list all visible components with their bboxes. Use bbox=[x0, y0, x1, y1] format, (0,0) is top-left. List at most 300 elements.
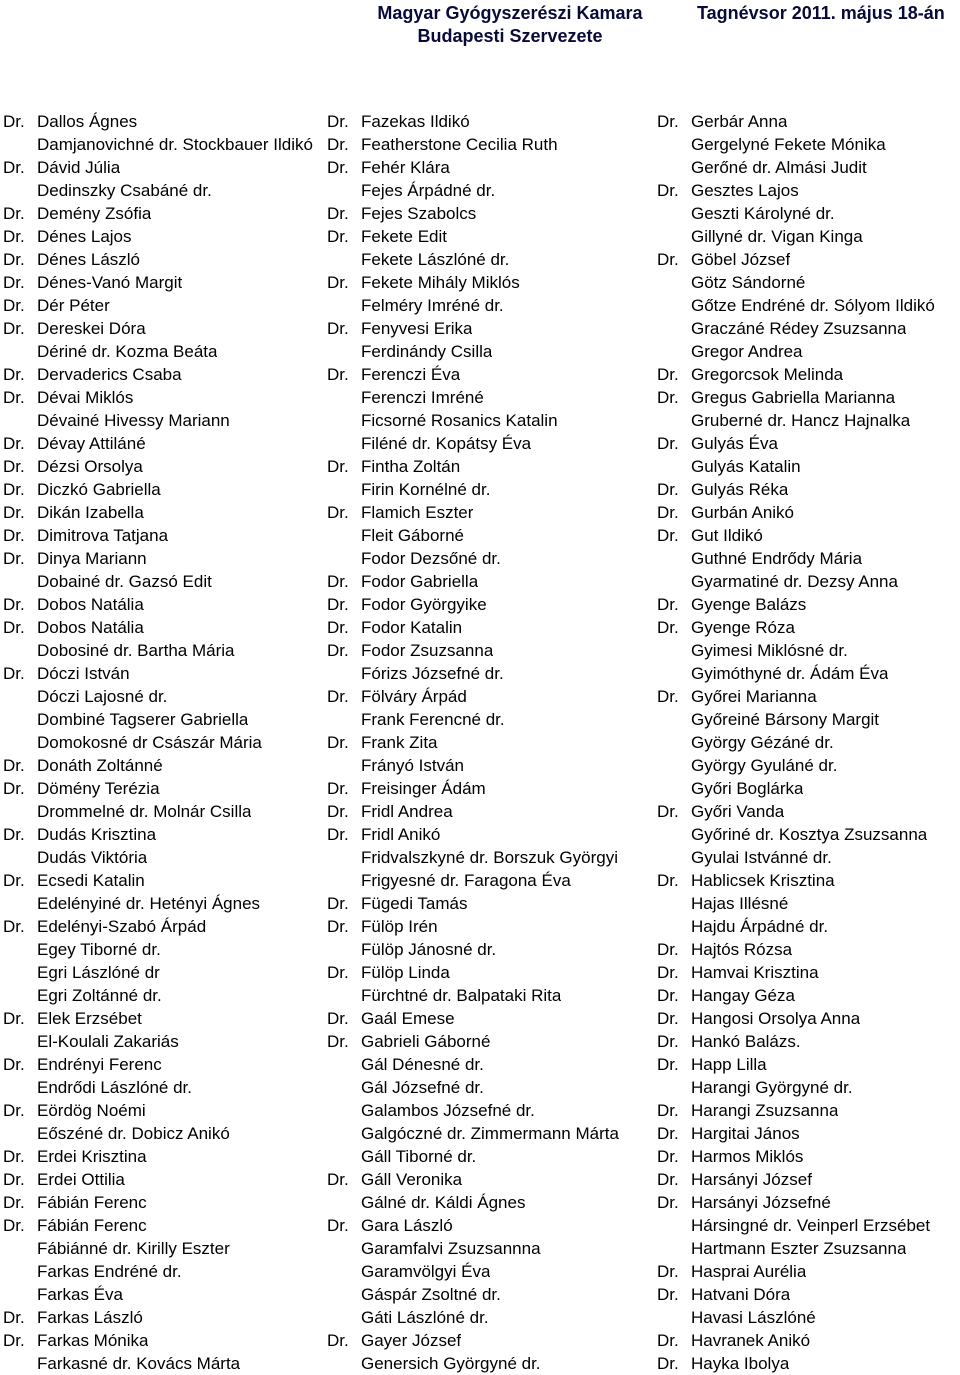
member-title-prefix: Dr. bbox=[3, 1101, 25, 1120]
member-name: Harmos Miklós bbox=[691, 1147, 804, 1166]
member-name: Fürchtné dr. Balpataki Rita bbox=[361, 986, 562, 1005]
member-row bbox=[327, 1076, 651, 1099]
member-name: Hajdu Árpádné dr. bbox=[691, 917, 829, 936]
member-name: Dénes László bbox=[37, 250, 141, 269]
member-row bbox=[3, 593, 321, 616]
member-row bbox=[657, 1099, 960, 1122]
member-title-prefix bbox=[3, 1030, 37, 1053]
member-title-prefix: Dr. bbox=[657, 112, 679, 131]
member-title-prefix bbox=[327, 1122, 361, 1145]
member-title-prefix bbox=[3, 409, 37, 432]
member-name: Fülöp Linda bbox=[361, 963, 450, 982]
member-title-prefix bbox=[657, 202, 691, 225]
member-title-prefix: Dr. bbox=[657, 802, 679, 821]
member-row bbox=[3, 133, 321, 156]
member-name: Endrényi Ferenc bbox=[37, 1055, 162, 1074]
member-title-prefix: Dr. bbox=[3, 319, 25, 338]
member-name: Farkas Éva bbox=[37, 1285, 123, 1304]
member-row bbox=[3, 777, 321, 800]
member-name: Dér Péter bbox=[37, 296, 110, 315]
member-name: Firin Kornélné dr. bbox=[361, 480, 491, 499]
member-name: Göbel József bbox=[691, 250, 791, 269]
member-title-prefix: Dr. bbox=[327, 457, 349, 476]
member-title-prefix: Dr. bbox=[327, 1170, 349, 1189]
member-row bbox=[3, 1214, 321, 1237]
member-title-prefix: Dr. bbox=[3, 480, 25, 499]
member-title-prefix: Dr. bbox=[3, 273, 25, 292]
member-row bbox=[327, 1214, 651, 1237]
member-name: Gabrieli Gáborné bbox=[361, 1032, 491, 1051]
member-row bbox=[657, 1007, 960, 1030]
member-row bbox=[3, 110, 321, 133]
member-title-prefix bbox=[657, 708, 691, 731]
member-row bbox=[657, 248, 960, 271]
member-title-prefix: Dr. bbox=[3, 595, 25, 614]
member-title-prefix bbox=[3, 685, 37, 708]
member-title-prefix: Dr. bbox=[3, 1216, 25, 1235]
member-row bbox=[3, 1191, 321, 1214]
member-row bbox=[657, 340, 960, 363]
member-name: Gerőné dr. Almási Judit bbox=[691, 158, 867, 177]
member-row bbox=[3, 1306, 321, 1329]
member-row bbox=[3, 1352, 321, 1375]
member-title-prefix bbox=[3, 179, 37, 202]
member-row bbox=[327, 1030, 651, 1053]
member-name: Gruberné dr. Hancz Hajnalka bbox=[691, 411, 911, 430]
member-title-prefix: Dr. bbox=[3, 756, 25, 775]
member-row bbox=[327, 1122, 651, 1145]
member-row bbox=[3, 1260, 321, 1283]
member-name: Ferdinándy Csilla bbox=[361, 342, 493, 361]
member-title-prefix: Dr. bbox=[327, 641, 349, 660]
member-row bbox=[3, 1076, 321, 1099]
member-row bbox=[3, 317, 321, 340]
member-row bbox=[3, 892, 321, 915]
member-row bbox=[327, 708, 651, 731]
member-name: Gyimóthyné dr. Ádám Éva bbox=[691, 664, 889, 683]
member-title-prefix: Dr. bbox=[657, 526, 679, 545]
member-row bbox=[657, 846, 960, 869]
member-name: Gulyás Éva bbox=[691, 434, 778, 453]
member-name: Gyenge Róza bbox=[691, 618, 795, 637]
member-title-prefix bbox=[3, 731, 37, 754]
member-title-prefix: Dr. bbox=[3, 1170, 25, 1189]
member-row bbox=[657, 455, 960, 478]
member-name: Garamvölgyi Éva bbox=[361, 1262, 491, 1281]
member-row bbox=[657, 432, 960, 455]
member-title-prefix: Dr. bbox=[3, 917, 25, 936]
member-row bbox=[3, 616, 321, 639]
member-title-prefix bbox=[657, 294, 691, 317]
member-title-prefix bbox=[657, 225, 691, 248]
member-name: Fügedi Tamás bbox=[361, 894, 468, 913]
member-title-prefix: Dr. bbox=[657, 871, 679, 890]
member-title-prefix: Dr. bbox=[3, 457, 25, 476]
member-name: Fintha Zoltán bbox=[361, 457, 461, 476]
member-row bbox=[657, 892, 960, 915]
member-name: Gál Dénesné dr. bbox=[361, 1055, 484, 1074]
member-name: Harsányi József bbox=[691, 1170, 812, 1189]
member-name: Frigyesné dr. Faragona Éva bbox=[361, 871, 571, 890]
member-title-prefix bbox=[3, 1260, 37, 1283]
member-title-prefix: Dr. bbox=[3, 250, 25, 269]
member-row bbox=[657, 1260, 960, 1283]
member-name: Fekete Mihály Miklós bbox=[361, 273, 520, 292]
member-name: Dedinszky Csabáné dr. bbox=[37, 181, 212, 200]
member-title-prefix bbox=[657, 892, 691, 915]
member-row bbox=[327, 363, 651, 386]
member-row bbox=[327, 823, 651, 846]
member-row bbox=[657, 1352, 960, 1375]
member-title-prefix: Dr. bbox=[327, 779, 349, 798]
member-title-prefix: Dr. bbox=[327, 917, 349, 936]
member-row bbox=[657, 570, 960, 593]
member-row bbox=[657, 1329, 960, 1352]
member-name: Gáll Veronika bbox=[361, 1170, 463, 1189]
member-name: Gőtze Endréné dr. Sólyom Ildikó bbox=[691, 296, 935, 315]
member-name: Gergelyné Fekete Mónika bbox=[691, 135, 886, 154]
member-name: Gáll Tiborné dr. bbox=[361, 1147, 477, 1166]
member-row bbox=[3, 1145, 321, 1168]
member-row bbox=[3, 156, 321, 179]
member-name: Dudás Krisztina bbox=[37, 825, 157, 844]
member-row bbox=[3, 708, 321, 731]
member-name: Dávid Júlia bbox=[37, 158, 121, 177]
member-name: Elek Erzsébet bbox=[37, 1009, 142, 1028]
member-name: Ficsorné Rosanics Katalin bbox=[361, 411, 558, 430]
member-title-prefix: Dr. bbox=[3, 204, 25, 223]
member-row bbox=[3, 639, 321, 662]
member-column-1 bbox=[3, 110, 321, 1375]
member-title-prefix: Dr. bbox=[327, 227, 349, 246]
member-row bbox=[657, 662, 960, 685]
member-name: Drommelné dr. Molnár Csilla bbox=[37, 802, 252, 821]
member-row bbox=[657, 984, 960, 1007]
member-title-prefix: Dr. bbox=[657, 1124, 679, 1143]
member-row bbox=[657, 708, 960, 731]
member-title-prefix bbox=[657, 662, 691, 685]
member-row bbox=[3, 961, 321, 984]
member-title-prefix: Dr. bbox=[327, 112, 349, 131]
member-name: Hankó Balázs. bbox=[691, 1032, 801, 1051]
member-row bbox=[3, 938, 321, 961]
member-title-prefix bbox=[327, 524, 361, 547]
member-name: Gálné dr. Káldi Ágnes bbox=[361, 1193, 526, 1212]
member-row bbox=[327, 1099, 651, 1122]
member-name: Hartmann Eszter Zsuzsanna bbox=[691, 1239, 907, 1258]
member-row bbox=[657, 1191, 960, 1214]
member-title-prefix: Dr. bbox=[3, 1308, 25, 1327]
member-name: Fejes Szabolcs bbox=[361, 204, 477, 223]
member-row bbox=[327, 1260, 651, 1283]
member-name: Ferenczi Éva bbox=[361, 365, 461, 384]
member-row bbox=[657, 823, 960, 846]
member-name: Fülöp Irén bbox=[361, 917, 438, 936]
member-title-prefix bbox=[3, 1237, 37, 1260]
member-row bbox=[657, 938, 960, 961]
member-title-prefix: Dr. bbox=[327, 273, 349, 292]
member-row bbox=[327, 869, 651, 892]
member-name: Farkas László bbox=[37, 1308, 143, 1327]
member-name: Hamvai Krisztina bbox=[691, 963, 819, 982]
member-title-prefix: Dr. bbox=[657, 963, 679, 982]
member-row bbox=[3, 524, 321, 547]
member-row bbox=[657, 202, 960, 225]
member-row bbox=[327, 1191, 651, 1214]
member-name: Győri Boglárka bbox=[691, 779, 804, 798]
member-name: Gerbár Anna bbox=[691, 112, 788, 131]
member-title-prefix: Dr. bbox=[657, 181, 679, 200]
member-row bbox=[327, 961, 651, 984]
document-date: Tagnévsor 2011. május 18-án bbox=[697, 3, 945, 23]
member-name: Fehér Klára bbox=[361, 158, 450, 177]
member-title-prefix bbox=[657, 823, 691, 846]
member-row bbox=[327, 225, 651, 248]
member-title-prefix: Dr. bbox=[3, 664, 25, 683]
member-title-prefix bbox=[657, 1214, 691, 1237]
member-name: Fekete Edit bbox=[361, 227, 447, 246]
member-name: Guthné Endrődy Mária bbox=[691, 549, 863, 568]
member-name: Hayka Ibolya bbox=[691, 1354, 790, 1373]
member-row bbox=[3, 1053, 321, 1076]
member-title-prefix: Dr. bbox=[3, 779, 25, 798]
member-name: Freisinger Ádám bbox=[361, 779, 486, 798]
member-name: Havasi Lászlóné bbox=[691, 1308, 816, 1327]
member-name: Fejes Árpádné dr. bbox=[361, 181, 496, 200]
member-name: Farkasné dr. Kovács Márta bbox=[37, 1354, 241, 1373]
member-row bbox=[3, 386, 321, 409]
member-row bbox=[327, 271, 651, 294]
member-title-prefix: Dr. bbox=[3, 365, 25, 384]
member-name: Fábián Ferenc bbox=[37, 1216, 147, 1235]
member-row bbox=[3, 432, 321, 455]
member-title-prefix bbox=[327, 1237, 361, 1260]
member-row bbox=[3, 294, 321, 317]
member-name: Gregus Gabriella Marianna bbox=[691, 388, 896, 407]
member-name: Egri Zoltánné dr. bbox=[37, 986, 162, 1005]
member-title-prefix bbox=[3, 340, 37, 363]
member-row bbox=[3, 1007, 321, 1030]
member-name: Gáspár Zsoltné dr. bbox=[361, 1285, 501, 1304]
member-title-prefix: Dr. bbox=[3, 112, 25, 131]
member-title-prefix: Dr. bbox=[327, 365, 349, 384]
member-name: Gayer József bbox=[361, 1331, 462, 1350]
member-row bbox=[327, 1329, 651, 1352]
member-name: Farkas Mónika bbox=[37, 1331, 149, 1350]
member-row bbox=[657, 1306, 960, 1329]
member-row bbox=[657, 1237, 960, 1260]
member-row bbox=[327, 892, 651, 915]
member-row bbox=[327, 1007, 651, 1030]
member-name: Farkas Endréné dr. bbox=[37, 1262, 182, 1281]
member-title-prefix: Dr. bbox=[657, 365, 679, 384]
member-title-prefix: Dr. bbox=[657, 687, 679, 706]
member-name: Erdei Krisztina bbox=[37, 1147, 147, 1166]
member-name: Dobos Natália bbox=[37, 618, 144, 637]
member-title-prefix bbox=[3, 938, 37, 961]
member-row bbox=[3, 271, 321, 294]
member-name: Hatvani Dóra bbox=[691, 1285, 791, 1304]
member-row bbox=[3, 754, 321, 777]
member-row bbox=[327, 248, 651, 271]
member-row bbox=[657, 547, 960, 570]
member-name: Gurbán Anikó bbox=[691, 503, 795, 522]
member-name: György Gyuláné dr. bbox=[691, 756, 838, 775]
member-row bbox=[3, 340, 321, 363]
member-title-prefix bbox=[327, 1191, 361, 1214]
member-title-prefix: Dr. bbox=[657, 1101, 679, 1120]
member-row bbox=[3, 846, 321, 869]
member-name: Fórizs Józsefné dr. bbox=[361, 664, 504, 683]
member-row bbox=[657, 524, 960, 547]
member-name: Havranek Anikó bbox=[691, 1331, 811, 1350]
member-name: Edelényiné dr. Hetényi Ágnes bbox=[37, 894, 261, 913]
member-title-prefix bbox=[657, 156, 691, 179]
member-title-prefix: Dr. bbox=[3, 549, 25, 568]
member-row bbox=[657, 777, 960, 800]
member-name: Harsányi Józsefné bbox=[691, 1193, 831, 1212]
member-row bbox=[3, 800, 321, 823]
member-title-prefix bbox=[327, 662, 361, 685]
member-title-prefix bbox=[327, 1283, 361, 1306]
member-row bbox=[657, 1168, 960, 1191]
member-name: Dereskei Dóra bbox=[37, 319, 146, 338]
member-row bbox=[327, 846, 651, 869]
member-name: Fülöp Jánosné dr. bbox=[361, 940, 497, 959]
member-row bbox=[3, 823, 321, 846]
member-row bbox=[327, 1145, 651, 1168]
member-name: Gregorcsok Melinda bbox=[691, 365, 844, 384]
member-row bbox=[3, 685, 321, 708]
member-row bbox=[657, 1214, 960, 1237]
member-title-prefix bbox=[657, 133, 691, 156]
member-title-prefix: Dr. bbox=[657, 434, 679, 453]
member-title-prefix: Dr. bbox=[3, 503, 25, 522]
member-title-prefix: Dr. bbox=[3, 434, 25, 453]
member-row bbox=[657, 1076, 960, 1099]
member-name: György Gézáné dr. bbox=[691, 733, 834, 752]
member-row bbox=[327, 547, 651, 570]
member-name: Hajas Illésné bbox=[691, 894, 789, 913]
member-title-prefix: Dr. bbox=[327, 1032, 349, 1051]
member-title-prefix bbox=[3, 892, 37, 915]
member-name: Gyulai Istvánné dr. bbox=[691, 848, 832, 867]
member-row bbox=[327, 570, 651, 593]
member-title-prefix bbox=[3, 1283, 37, 1306]
member-name: Hársingné dr. Veinperl Erzsébet bbox=[691, 1216, 931, 1235]
member-row bbox=[657, 386, 960, 409]
member-title-prefix bbox=[327, 1076, 361, 1099]
member-title-prefix: Dr. bbox=[327, 595, 349, 614]
member-name: Gál Józsefné dr. bbox=[361, 1078, 484, 1097]
member-name: Genersich Györgyné dr. bbox=[361, 1354, 541, 1373]
member-column-2 bbox=[327, 110, 651, 1375]
member-title-prefix: Dr. bbox=[327, 158, 349, 177]
member-title-prefix bbox=[3, 570, 37, 593]
member-row bbox=[327, 110, 651, 133]
member-name: Fekete Lászlóné dr. bbox=[361, 250, 510, 269]
organization-line-1: Magyar Gyógyszerészi Kamara bbox=[377, 3, 643, 23]
member-title-prefix: Dr. bbox=[3, 1193, 25, 1212]
member-name: Gregor Andrea bbox=[691, 342, 803, 361]
member-name: Dénes Lajos bbox=[37, 227, 132, 246]
member-name: Domokosné dr Császár Mária bbox=[37, 733, 262, 752]
member-title-prefix bbox=[657, 271, 691, 294]
member-title-prefix bbox=[657, 570, 691, 593]
member-row bbox=[657, 639, 960, 662]
member-name: Flamich Eszter bbox=[361, 503, 474, 522]
member-row bbox=[657, 731, 960, 754]
member-name: Geszti Károlyné dr. bbox=[691, 204, 835, 223]
member-name: Gulyás Katalin bbox=[691, 457, 801, 476]
member-title-prefix: Dr. bbox=[3, 388, 25, 407]
member-name: Hajtós Rózsa bbox=[691, 940, 793, 959]
member-name: Dévainé Hivessy Mariann bbox=[37, 411, 230, 430]
member-row bbox=[3, 1122, 321, 1145]
member-row bbox=[327, 1283, 651, 1306]
member-title-prefix: Dr. bbox=[657, 986, 679, 1005]
member-name: Gyenge Balázs bbox=[691, 595, 807, 614]
member-title-prefix: Dr. bbox=[327, 963, 349, 982]
member-row bbox=[327, 800, 651, 823]
member-title-prefix bbox=[327, 938, 361, 961]
member-title-prefix: Dr. bbox=[327, 319, 349, 338]
member-name: Gut Ildikó bbox=[691, 526, 763, 545]
member-title-prefix: Dr. bbox=[3, 1055, 25, 1074]
member-row bbox=[327, 386, 651, 409]
member-name: Fábiánné dr. Kirilly Eszter bbox=[37, 1239, 230, 1258]
member-name: Dobosiné dr. Bartha Mária bbox=[37, 641, 235, 660]
member-row bbox=[657, 754, 960, 777]
member-name: Fábián Ferenc bbox=[37, 1193, 147, 1212]
member-row bbox=[327, 202, 651, 225]
member-row bbox=[3, 409, 321, 432]
member-name: Galambos Józsefné dr. bbox=[361, 1101, 535, 1120]
member-row bbox=[657, 501, 960, 524]
member-title-prefix bbox=[657, 915, 691, 938]
member-title-prefix bbox=[327, 984, 361, 1007]
member-name: Fodor Dezsőné dr. bbox=[361, 549, 501, 568]
member-title-prefix: Dr. bbox=[327, 618, 349, 637]
member-name: Gyarmatiné dr. Dezsy Anna bbox=[691, 572, 898, 591]
member-row bbox=[657, 616, 960, 639]
member-row bbox=[657, 1283, 960, 1306]
member-title-prefix: Dr. bbox=[3, 296, 25, 315]
member-row bbox=[327, 156, 651, 179]
member-title-prefix: Dr. bbox=[327, 204, 349, 223]
member-name: Eördög Noémi bbox=[37, 1101, 146, 1120]
member-name: Frank Zita bbox=[361, 733, 438, 752]
member-row bbox=[3, 225, 321, 248]
member-row bbox=[657, 271, 960, 294]
member-row bbox=[327, 1237, 651, 1260]
member-row bbox=[3, 984, 321, 1007]
member-title-prefix bbox=[327, 1099, 361, 1122]
member-title-prefix bbox=[657, 639, 691, 662]
member-title-prefix: Dr. bbox=[657, 1032, 679, 1051]
member-row bbox=[327, 1306, 651, 1329]
member-row bbox=[3, 179, 321, 202]
member-row bbox=[657, 1030, 960, 1053]
member-name: Győri Vanda bbox=[691, 802, 785, 821]
member-name: Egri Lászlóné dr bbox=[37, 963, 160, 982]
member-row bbox=[657, 915, 960, 938]
member-title-prefix bbox=[3, 1122, 37, 1145]
member-row bbox=[327, 317, 651, 340]
member-name: Fodor Katalin bbox=[361, 618, 463, 637]
member-name: Götz Sándorné bbox=[691, 273, 806, 292]
member-name: Fridl Andrea bbox=[361, 802, 453, 821]
